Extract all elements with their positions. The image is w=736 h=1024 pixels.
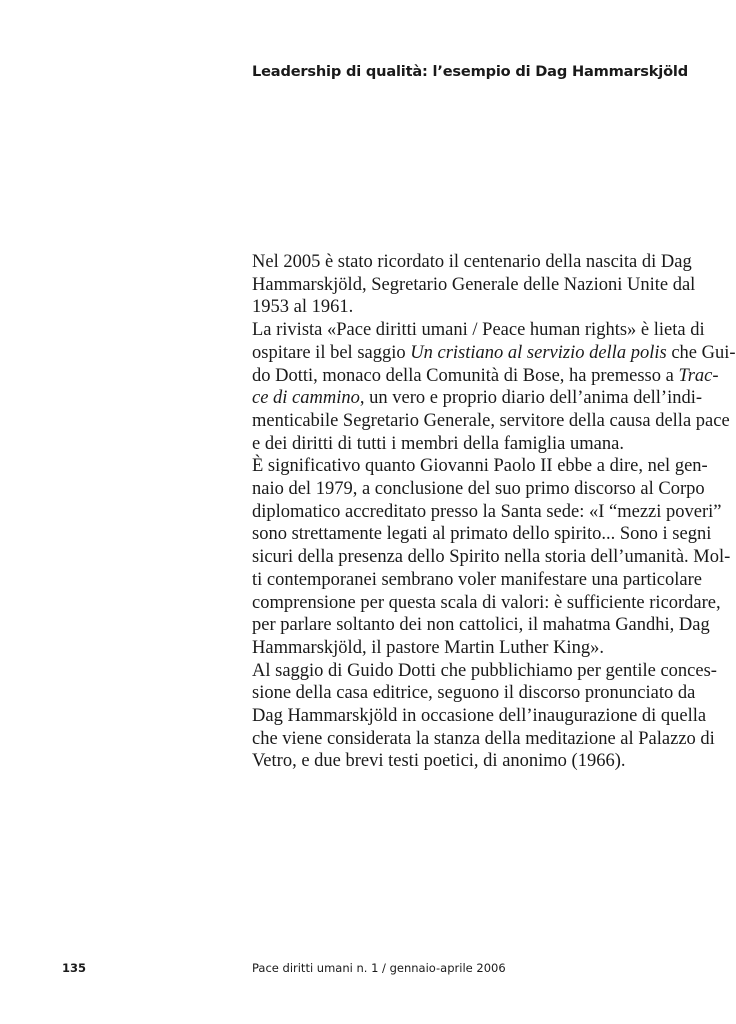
text-line [252, 296, 676, 319]
footer-publication: Pace diritti umani n. 1 / gennaio-aprile 2006 [252, 961, 506, 975]
text-segment: e dei diritti di tutti i membri della famiglia umana. [252, 433, 624, 454]
text-segment: sono strettamente legati al primato dello spirito... Sono i segni [252, 524, 712, 545]
text-segment: comprensione per questa scala di valori: è sufficiente ricordare, [252, 592, 721, 613]
text-line [252, 455, 708, 478]
text-line [252, 682, 696, 705]
text-line [252, 274, 696, 297]
text-line [252, 705, 707, 728]
text-line [252, 433, 676, 456]
text-line [252, 614, 710, 637]
text-line [252, 342, 736, 365]
text-segment: Hammarskjöld, Segretario Generale delle Nazioni Unite dal [252, 274, 696, 295]
text-segment: È significativo quanto Giovanni Paolo II ebbe a dire, nel gen- [252, 456, 708, 477]
italic-title: Trac- [678, 365, 719, 386]
text-line [252, 592, 721, 615]
italic-title: ce di cammino [252, 388, 360, 409]
text-segment: 1953 al 1961. [252, 297, 354, 318]
body-text [252, 251, 736, 773]
text-segment: sione della casa editrice, seguono il discorso pronunciato da [252, 683, 696, 704]
text-segment: diplomatico accreditato presso la Santa sede: «I “mezzi poveri” [252, 501, 722, 522]
text-segment: che viene considerata la stanza della meditazione al Palazzo di [252, 728, 715, 749]
text-line [252, 410, 730, 433]
text-segment: menticabile Segretario Generale, servitore della causa della pace [252, 410, 730, 431]
text-segment: Dag Hammarskjöld in occasione dell’inaugurazione di quella [252, 706, 707, 727]
text-segment: ti contemporanei sembrano voler manifestare una particolare [252, 569, 702, 590]
text-segment: per parlare soltanto dei non cattolici, il mahatma Gandhi, Dag [252, 615, 710, 636]
text-segment: Al saggio di Guido Dotti che pubblichiamo per gentile conces- [252, 660, 717, 681]
text-line [252, 637, 676, 660]
text-line [252, 319, 705, 342]
text-line [252, 546, 731, 569]
text-segment: sicuri della presenza dello Spirito nella storia dell’umanità. Mol- [252, 547, 731, 568]
text-line [252, 478, 705, 501]
text-segment: Nel 2005 è stato ricordato il centenario della nascita di Dag [252, 252, 692, 272]
text-line [252, 523, 712, 546]
text-segment: La rivista «Pace diritti umani / Peace human rights» è lieta di [252, 320, 705, 341]
text-segment: che Gui- [666, 342, 736, 363]
text-line [252, 501, 722, 524]
text-line [252, 387, 703, 410]
page-number: 135 [62, 961, 87, 975]
text-segment: Vetro, e due brevi testi poetici, di anonimo (1966). [252, 751, 626, 772]
text-line [252, 251, 692, 274]
text-segment: , un vero e proprio diario dell’anima dell’indi- [359, 388, 703, 409]
italic-title: Un cristiano al servizio della polis [410, 342, 667, 363]
text-line [252, 569, 702, 592]
text-segment: do Dotti, monaco della Comunità di Bose, ha premesso a [252, 365, 679, 386]
running-title: Leadership di qualità: l’esempio di Dag Hammarskjöld [252, 63, 688, 80]
text-line [252, 660, 717, 683]
text-segment: ospitare il bel saggio [252, 342, 411, 363]
text-line [252, 750, 676, 773]
text-line [252, 728, 715, 751]
text-line [252, 365, 719, 388]
text-segment: Hammarskjöld, il pastore Martin Luther King». [252, 637, 604, 658]
text-segment: naio del 1979, a conclusione del suo primo discorso al Corpo [252, 479, 705, 500]
